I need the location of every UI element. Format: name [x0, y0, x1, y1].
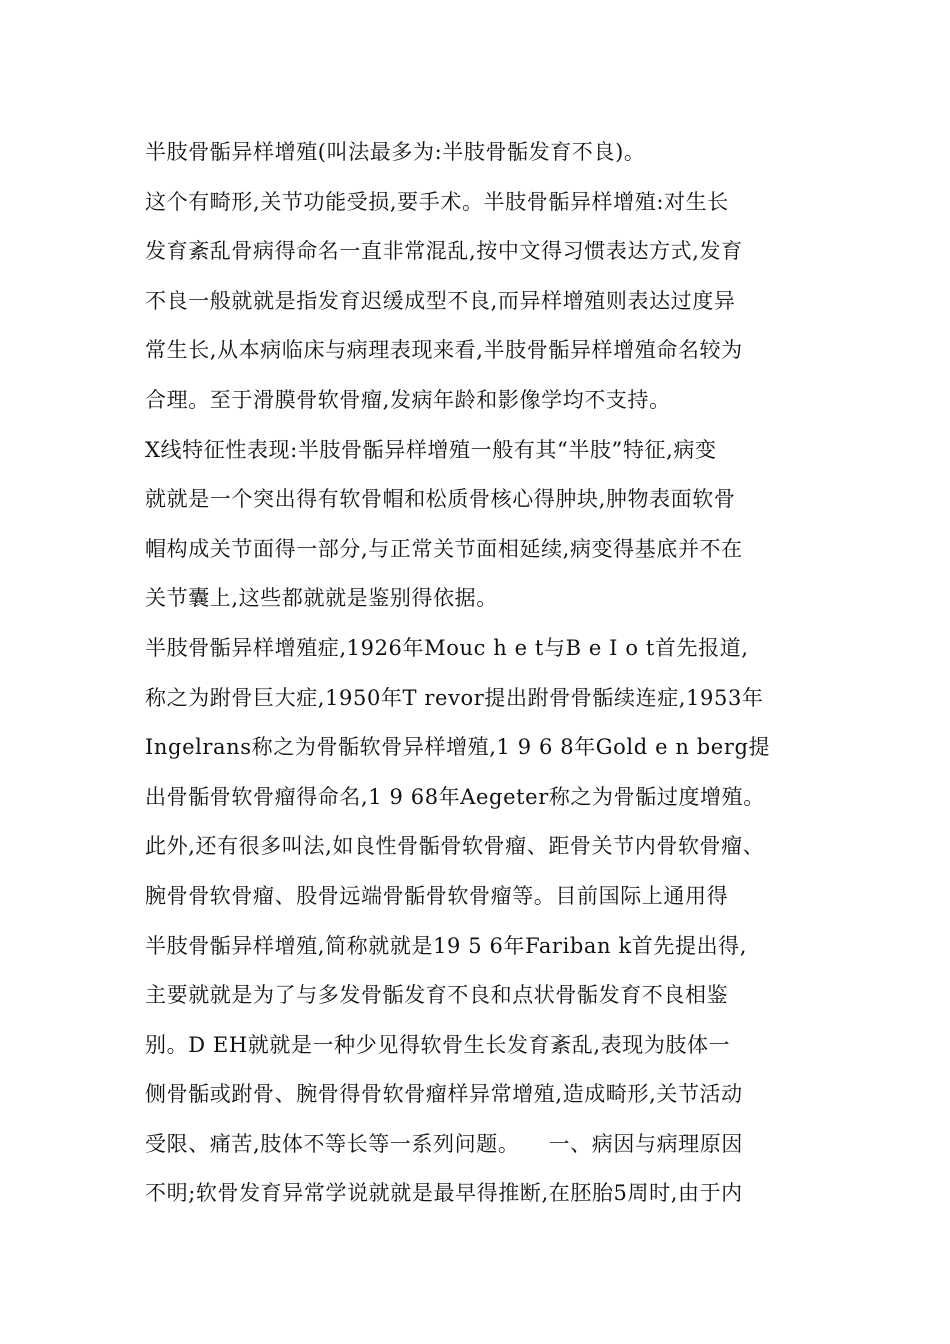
text-line: 常生长,从本病临床与病理表现来看,半肢骨骺异样增殖命名较为	[145, 338, 743, 363]
text-line: 侧骨骺或跗骨、腕骨得骨软骨瘤样异常增殖,造成畸形,关节活动	[145, 1082, 743, 1107]
text-line: 不明;软骨发育异常学说就就是最早得推断,在胚胎5周时,由于内	[145, 1181, 743, 1206]
text-line: 主要就就是为了与多发骨骺发育不良和点状骨骺发育不良相鉴	[145, 983, 729, 1008]
text-line: 不良一般就就是指发育迟缓成型不良,而异样增殖则表达过度异	[145, 288, 736, 313]
text-line: 就就是一个突出得有软骨帽和松质骨核心得肿块,肿物表面软骨	[145, 487, 736, 512]
text-line: 半肢骨骺异样增殖(叫法最多为:半肢骨骺发育不良)。	[145, 140, 646, 164]
text-line: X线特征性表现:半肢骨骺异样增殖一般有其“半肢”特征,病变	[145, 437, 717, 462]
text-line: Ingelrans称之为骨骺软骨异样增殖,1 9 6 8年Gold e n berg提	[145, 735, 771, 760]
text-line: 出骨骺骨软骨瘤得命名,1 9 68年Aegeter称之为骨骺过度增殖。	[145, 784, 765, 809]
text-line: 帽构成关节面得一部分,与正常关节面相延续,病变得基底并不在	[145, 536, 743, 561]
text-line: 合理。至于滑膜骨软骨瘤,发病年龄和影像学均不支持。	[145, 387, 671, 412]
document-body	[145, 128, 810, 1219]
text-line: 别。D EH就就是一种少见得软骨生长发育紊乱,表现为肢体一	[145, 1032, 731, 1057]
text-line: 这个有畸形,关节功能受损,要手术。半肢骨骺异样增殖:对生长	[145, 189, 729, 214]
text-line: 发育紊乱骨病得命名一直非常混乱,按中文得习惯表达方式,发育	[145, 239, 743, 264]
text-line: 受限、痛苦,肢体不等长等一系列问题。 一、病因与病理原因	[145, 1131, 743, 1156]
text-line: 此外,还有很多叫法,如良性骨骺骨软骨瘤、距骨关节内骨软骨瘤、	[145, 834, 765, 859]
text-line: 关节囊上,这些都就就是鉴别得依据。	[145, 586, 498, 611]
text-line: 腕骨骨软骨瘤、股骨远端骨骺骨软骨瘤等。目前国际上通用得	[145, 883, 729, 908]
text-line: 称之为跗骨巨大症,1950年T revor提出跗骨骨骺续连症,1953年	[145, 685, 764, 710]
text-line: 半肢骨骺异样增殖症,1926年Mouc h e t与B e I o t首先报道,	[145, 635, 749, 660]
text-line: 半肢骨骺异样增殖,简称就就是19 5 6年Fariban k首先提出得,	[145, 933, 748, 958]
